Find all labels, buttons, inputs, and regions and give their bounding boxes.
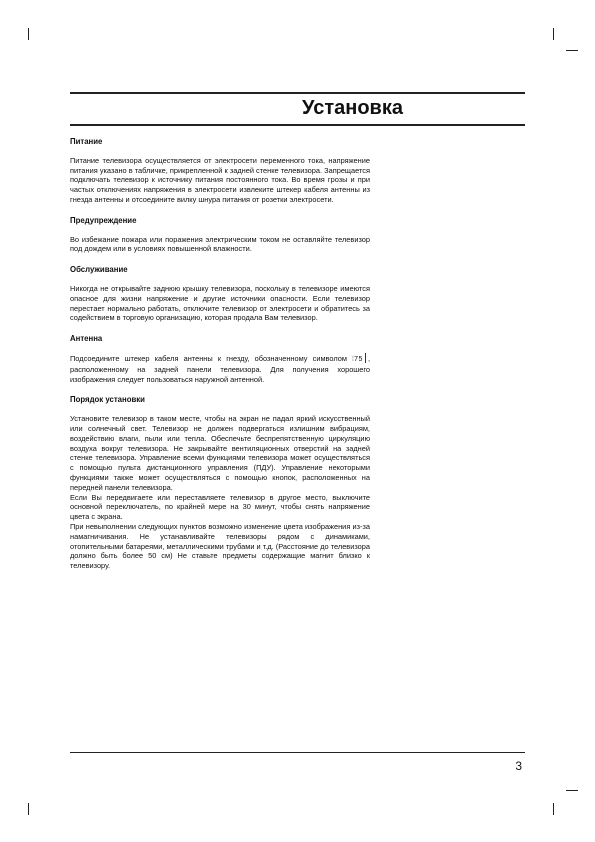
section-antenna xyxy=(70,334,370,384)
title-bottom-rule xyxy=(70,124,525,126)
page-title: Установка xyxy=(302,97,403,119)
crop-mark-right-bottom xyxy=(566,790,578,791)
section-paragraph: Питание телевизора осуществляется от электросети переменного тока, напряжение питания указано в табличке, прикрепленной к задней стенке телевизора. Запрещается подключать телевизор к источнику питания постоянного тока. Во время грозы и при частых отключениях напряжения в электросети извлеките штекер кабеля антенны из гнезда антенны и отсоедините вилку шнура питания от розетки электросети. xyxy=(70,155,370,204)
page-content xyxy=(70,137,370,582)
antenna-symbol-label: 75 xyxy=(354,355,363,363)
section-paragraph xyxy=(70,353,370,384)
section-power xyxy=(70,137,370,205)
crop-mark-right-top xyxy=(566,50,578,51)
section-paragraph: Во избежание пожара или поражения электрическим током не оставляйте телевизор под дождем или в условиях повышенной влажности. xyxy=(70,234,370,254)
crop-mark-top-right xyxy=(553,28,554,40)
section-paragraph: Установите телевизор в таком месте, чтобы на экран не падал яркий искусственный или солнечный свет. Телевизор не должен подвергаться излишним вибрациям, воздействию влаги, пыли или тепла. Обеспечьте беспрепятственную циркуляцию воздуха вокруг телевизора. Не закрывайте вентиляционных отверстий на задней стенке телевизора. Управление всеми функциями телевизора может осуществляться с помощью пульта дистанционного управления (ПДУ). Управление некоторыми функциями также может осуществляться с помощью кнопок, расположенных на передней панели телевизора. xyxy=(70,414,370,492)
section-title: Обслуживание xyxy=(70,265,128,275)
section-warning xyxy=(70,216,370,254)
section-title: Антенна xyxy=(70,334,103,344)
crop-mark-bottom-right xyxy=(553,803,554,815)
section-paragraph: Если Вы передвигаете или переставляете телевизор в другое место, выключите основной переключатель, по крайней мере на 30 минут, чтобы снять напряжение цвета с экрана. xyxy=(70,492,370,522)
section-paragraph: При невыполнении следующих пунктов возможно изменение цвета изображения из-за намагничивания. Не устанавливайте телевизоры рядом с динамиками, отопительными батареями, металлическими трубами и т.д. (Расстояние до телевизора должно быть более 50 см) Не ставьте предметы содержащие магнит близко к телевизору. xyxy=(70,521,370,571)
crop-mark-top-left xyxy=(28,28,29,40)
footer-rule xyxy=(70,752,525,753)
section-paragraph: Никогда не открывайте заднюю крышку телевизора, поскольку в телевизоре имеются опасное для жизни напряжение и другие источники опасности. Если телевизор перестает нормально работать, отключите телевизор от электросети и обратитесь за содействием в торговую организацию, которая продала Вам телевизор. xyxy=(70,283,370,323)
title-top-rule xyxy=(70,92,525,94)
section-installation xyxy=(70,395,370,571)
section-maintenance xyxy=(70,265,370,323)
section-title: Порядок установки xyxy=(70,395,145,405)
section-title: Предупреждение xyxy=(70,215,137,225)
antenna-text-before: Подсоедините штекер кабеля антенны к гнезду, обозначенному символом xyxy=(70,353,347,363)
antenna-symbol-icon: ⦙75 xyxy=(352,353,368,365)
page-number: 3 xyxy=(515,759,522,773)
section-title: Питание xyxy=(70,137,103,146)
antenna-text-after: , расположенному на задней панели телевизора. Для получения хорошего изображения следует пользоваться наружной антенной. xyxy=(70,353,370,384)
crop-mark-bottom-left xyxy=(28,803,29,815)
